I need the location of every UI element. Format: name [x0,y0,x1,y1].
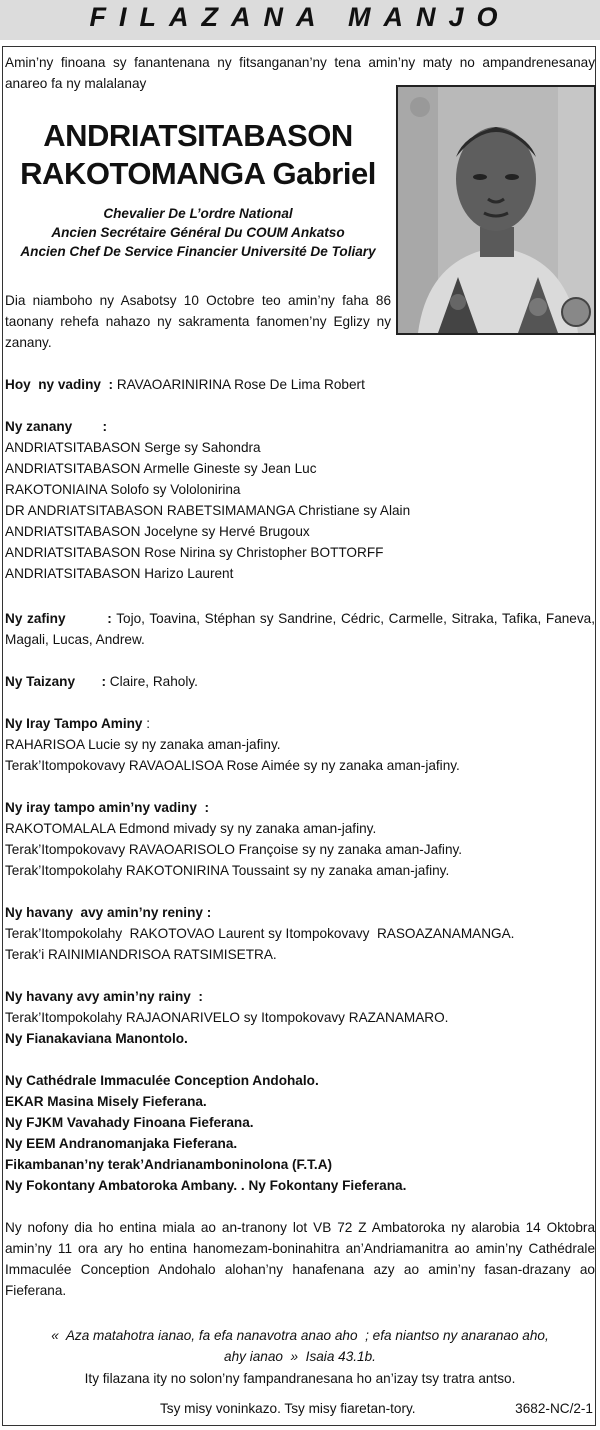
grandchildren-names: Tojo, Toavina, Stéphan sy Sandrine, Cédric, Carmelle, Sitraka, Tafika, Faneva, Magali, Lucas, Andrew. [5,611,596,647]
list-item: EKAR Masina Misely Fieferana. [5,1094,207,1109]
list-item: ANDRIATSITABASON Harizo Laurent [5,566,234,581]
page-title: FILAZANA MANJO [89,2,511,32]
list-item: Terak’Itompokovavy RAVAOARISOLO Françoise sy ny zanaka aman-Jafiny. [5,842,463,857]
header-banner [0,0,600,40]
list-item: Ny Fokontany Ambatoroka Ambany. . Ny Fokontany Fieferana. [5,1178,407,1193]
siblings-colon: : [142,716,151,731]
list-item: Ny FJKM Vavahady Finoana Fieferana. [5,1115,254,1130]
great-grandchildren-section [5,671,595,692]
spouse-name: RAVAOARINIRINA Rose De Lima Robert [116,377,365,392]
siblings-section [5,713,595,776]
list-item: ANDRIATSITABASON Serge sy Sahondra [5,440,261,455]
list-item: DR ANDRIATSITABASON RABETSIMAMANGA Christiane sy Alain [5,503,411,518]
mother-relatives-label: Ny havany avy amin’ny reniny : [5,905,212,920]
death-notice: Dia niamboho ny Asabotsy 10 Octobre teo amin’ny faha 86 taonany rehefa nahazo ny sakramenta fanomen’ny Eglizy ny zanany. [5,293,391,350]
great-grandchildren-names: Claire, Raholy. [109,674,198,689]
funeral-info: Ny nofony dia ho entina miala ao an-tranony lot VB 72 Z Ambatoroka ny alarobia 14 Oktobra amin’ny 11 ora ary ho entina hanomezam-boninahitra an’Andriamanitra ao amin’ny Cathédrale Immaculée Conception Andohalo alohan’ny hanafenana azy ao amin’ny fasan-drazany ao Fieferana. [5,1220,595,1298]
quote-line-1: « Aza matahotra ianao, fa efa nanavotra anao aho ; efa niantso ny anaranao aho, [51,1328,549,1343]
spouse-siblings-label: Ny iray tampo amin’ny vadiny : [5,800,209,815]
mother-relatives-section [5,902,595,965]
title-line: Chevalier De L’ordre National [103,206,293,221]
great-grandchildren-label: Ny Taizany : [5,674,106,689]
list-item: Terak’Itompokolahy RAKOTONIRINA Toussaint sy ny zanaka aman-jafiny. [5,863,450,878]
spouse-siblings-section [5,797,595,881]
list-item: RAKOTONIAINA Solofo sy Vololonirina [5,482,241,497]
list-item: ANDRIATSITABASON Rose Nirina sy Christopher BOTTORFF [5,545,384,560]
list-item: ANDRIATSITABASON Jocelyne sy Hervé Brugoux [5,524,310,539]
list-item: RAKOTOMALALA Edmond mivady sy ny zanaka aman-jafiny. [5,821,377,836]
list-item: Terak’Itompokolahy RAKOTOVAO Laurent sy Itompokovavy RASOAZANAMANGA. [5,926,515,941]
list-item: Terak’i RAINIMIANDRISOA RATSIMISETRA. [5,947,277,962]
spouse-label: Hoy ny vadiny : [5,377,114,392]
list-item: Fikambanan’ny terak’Andrianamboninolona (F.T.A) [5,1157,333,1172]
portrait-photo [396,85,596,335]
intro-text: Amin’ny finoana sy fanantenana ny fitsanganan’ny tena amin’ny maty no ampandrenesanay anareo fa ny malalanay [5,55,595,91]
deceased-name [0,117,396,193]
father-relatives-label: Ny havany avy amin’ny rainy : [5,989,203,1004]
reference-code: 3682-NC/2-1 [515,1401,593,1416]
children-label: Ny zanany : [5,419,107,434]
spouse-section [5,374,595,395]
name-line-1: ANDRIATSITABASON [43,118,353,153]
children-section [5,416,595,584]
list-item: Ny EEM Andranomanjaka Fieferana. [5,1136,238,1151]
footer-slogan: Tsy misy voninkazo. Tsy misy fiaretan-tory. [160,1401,416,1416]
grandchildren-label: Ny zafiny : [5,611,112,626]
institutions-section [5,1070,595,1196]
notice-line: Ity filazana ity no solon’ny fampandranesana ho an’izay tsy tratra antso. [84,1371,516,1386]
list-item: RAHARISOA Lucie sy ny zanaka aman-jafiny. [5,737,281,752]
list-item: Terak’Itompokolahy RAJAONARIVELO sy Itompokovavy RAZANAMARO. [5,1010,449,1025]
title-line: Ancien Secrétaire Général Du COUM Ankatso [51,225,345,240]
quote-line-2: ahy ianao » [224,1349,299,1364]
title-line: Ancien Chef De Service Financier Université De Toliary [20,244,376,259]
list-item: Terak’Itompokovavy RAVAOALISOA Rose Aimée sy ny zanaka aman-jafiny. [5,758,460,773]
quote-ref: Isaia 43.1b. [305,1349,376,1364]
list-item: ANDRIATSITABASON Armelle Gineste sy Jean Luc [5,461,317,476]
name-line-2: RAKOTOMANGA Gabriel [20,156,376,191]
portrait-image [398,87,594,333]
siblings-label: Ny Iray Tampo Aminy [5,716,143,731]
grandchildren-section [5,608,595,650]
list-item: Ny Cathédrale Immaculée Conception Andohalo. [5,1073,319,1088]
whole-family-line: Ny Fianakaviana Manontolo. [5,1031,188,1046]
father-relatives-section [5,986,595,1049]
deceased-titles [0,204,396,261]
bible-quote [5,1325,595,1367]
